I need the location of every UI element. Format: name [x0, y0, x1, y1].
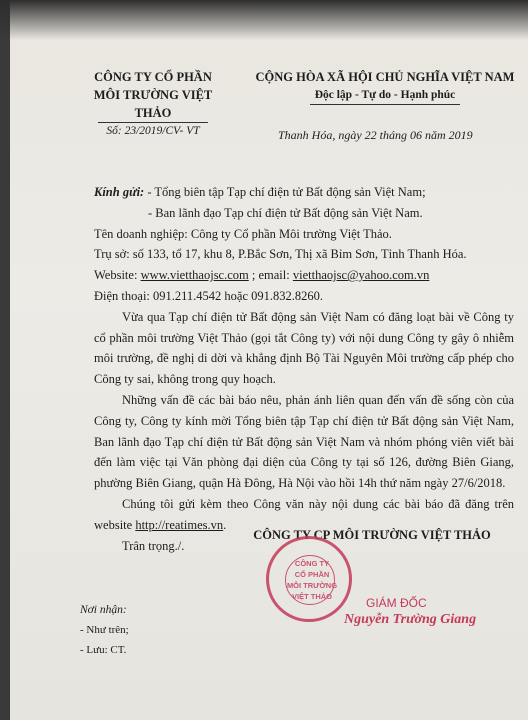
phone-info: Điện thoại: 091.211.4542 hoặc 091.832.8260.	[94, 288, 324, 303]
national-header	[250, 68, 520, 105]
nation-title: CỘNG HÒA XÃ HỘI CHỦ NGHĨA VIỆT NAM	[255, 70, 515, 84]
paragraph-1: Vừa qua Tạp chí điện tử Bất động sản Việt Nam có đăng loạt bài về Công ty cổ phần môi trường Việt Thảo (gọi tắt Công ty) với nội dung Công ty gây ô nhiễm môi trường, đề nghị di dời và khẳng định Bộ Tài Nguyên Môi trường cấp phép cho Công ty sai, không trong quy hoạch.	[94, 309, 514, 387]
stamp-text-4: VIỆT THẢO	[291, 592, 332, 601]
closing: Trân trọng./.	[122, 538, 185, 553]
addressee-recipient-1: - Tổng biên tập Tạp chí điện tử Bất động sản Việt Nam;	[147, 185, 426, 199]
recipient-item: - Như trên;	[80, 624, 129, 636]
date-line: Thanh Hóa, ngày 22 tháng 06 năm 2019	[278, 128, 473, 142]
addressee-recipient-2: - Ban lãnh đạo Tạp chí điện tử Bất động sản Việt Nam.	[148, 205, 423, 220]
company-stamp	[266, 536, 352, 622]
header-divider	[98, 122, 208, 123]
letter-page	[10, 0, 528, 720]
attachment-text: Chúng tôi gửi kèm theo Công văn này nội dung các bài báo đã đăng trên website	[94, 496, 514, 532]
motto-divider	[310, 104, 460, 105]
stamp-text-1: CÔNG TY	[294, 559, 330, 568]
signer-name: Nguyễn Trường Giang	[344, 612, 477, 627]
recipient-item: - Lưu: CT.	[80, 644, 127, 656]
addressee-line1	[94, 182, 514, 203]
national-motto: Độc lập - Tự do - Hạnh phúc	[314, 89, 456, 101]
letter-body	[94, 182, 514, 556]
recipients-block	[80, 600, 129, 660]
attachment-end: .	[223, 517, 227, 532]
company-name-line1: CÔNG TY CỔ PHẦN	[94, 70, 212, 84]
address-info: Trụ sở: số 133, tổ 17, khu 8, P.Bắc Sơn, Thị xã Bỉm Sơn, Tỉnh Thanh Hóa.	[94, 247, 467, 262]
website-email-info	[94, 265, 514, 286]
company-header	[78, 68, 228, 137]
reatimes-link[interactable]: http://reatimes.vn	[135, 517, 224, 532]
company-name-info: Tên doanh nghiệp: Công ty Cổ phần Môi trường Việt Thảo.	[94, 226, 392, 241]
website-label: Website:	[94, 268, 141, 283]
email-link[interactable]: vietthaojsc@yahoo.com.vn	[292, 268, 430, 283]
recipients-title: Nơi nhận:	[80, 604, 127, 616]
signature-block	[242, 528, 502, 543]
document-number: Số: 23/2019/CV- VT	[106, 125, 200, 137]
signer-role: GIÁM ĐỐC	[366, 596, 427, 610]
website-link[interactable]: www.vietthaojsc.com	[140, 268, 249, 283]
stamp-text-2: CỔ PHẦN	[294, 570, 330, 579]
stamp-text-3: MÔI TRƯỜNG	[286, 581, 338, 590]
paragraph-2: Những vấn đề các bài báo nêu, phản ánh liên quan đến vấn đề sống còn của Công ty, Công ty kính mời Tổng biên tập Tạp chí điện tử Bất động sản Việt Nam, Ban lãnh đạo Tạp chí điện tử Bất động sản Việt Nam và nhóm phóng viên viết bài đến làm việc tại Văn phòng đại diện của Công ty tại số 126, đường Biên Giang, phường Biên Giang, quận Hà Đông, Hà Nội vào hồi 14h thứ năm ngày 27/6/2018.	[94, 392, 514, 491]
signature-company: CÔNG TY CP MÔI TRƯỜNG VIỆT THẢO	[253, 528, 491, 542]
addressee-label: Kính gửi:	[94, 185, 145, 199]
email-label: ; email:	[248, 268, 293, 283]
company-name-line2: MÔI TRƯỜNG VIỆT THẢO	[93, 88, 213, 120]
